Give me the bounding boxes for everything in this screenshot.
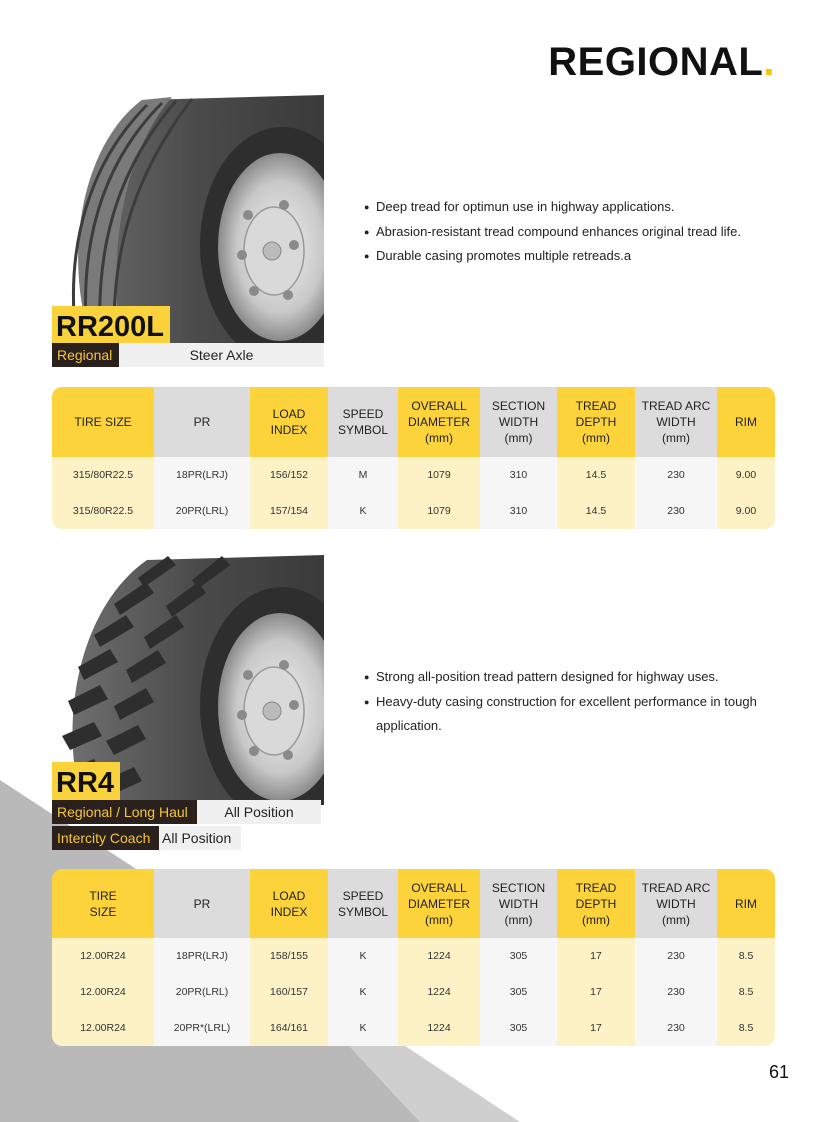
table-row — [52, 938, 775, 974]
tag-row — [52, 343, 324, 367]
table-cell: 305 — [480, 974, 557, 1010]
table-cell: 1224 — [398, 974, 480, 1010]
table-cell: 310 — [480, 493, 557, 529]
table-cell: 230 — [635, 493, 717, 529]
table-cell: 9.00 — [717, 493, 775, 529]
table-cell: 305 — [480, 1010, 557, 1046]
col-header: LOAD INDEX — [250, 387, 328, 457]
table-cell: 1224 — [398, 938, 480, 974]
feature-item: ● Durable casing promotes multiple retreads.a — [364, 244, 784, 269]
tag-position: All Position — [159, 826, 241, 850]
col-header: RIM — [717, 387, 775, 457]
feature-list — [364, 195, 784, 269]
col-header: OVERALL DIAMETER (mm) — [398, 869, 480, 938]
table-cell: 230 — [635, 974, 717, 1010]
col-header: LOAD INDEX — [250, 869, 328, 938]
col-header: RIM — [717, 869, 775, 938]
model-name: RR4 — [52, 762, 120, 802]
table-cell: K — [328, 493, 398, 529]
table-row — [52, 493, 775, 529]
tag-category: Regional — [52, 343, 119, 367]
col-header: SECTION WIDTH (mm) — [480, 869, 557, 938]
table-cell: 14.5 — [557, 493, 635, 529]
tag-category: Regional / Long Haul — [52, 800, 197, 824]
table-header-row — [52, 387, 775, 457]
table-cell: 310 — [480, 457, 557, 493]
table-header-row — [52, 869, 775, 938]
table-row — [52, 457, 775, 493]
table-cell: 17 — [557, 974, 635, 1010]
col-header: TIRE SIZE — [52, 387, 154, 457]
table-cell: 1079 — [398, 457, 480, 493]
table-cell: 12.00R24 — [52, 974, 154, 1010]
table-cell: M — [328, 457, 398, 493]
section-title-text: REGIONAL — [548, 40, 764, 84]
table-cell: 157/154 — [250, 493, 328, 529]
col-header: TIRE SIZE — [52, 869, 154, 938]
table-cell: 17 — [557, 1010, 635, 1046]
table-cell: 12.00R24 — [52, 1010, 154, 1046]
feature-item: ● Strong all-position tread pattern designed for highway uses. — [364, 665, 784, 690]
tag-category: Intercity Coach — [52, 826, 159, 850]
table-cell: 18PR(LRJ) — [154, 938, 250, 974]
title-dot: . — [763, 40, 775, 84]
table-cell: 8.5 — [717, 974, 775, 1010]
table-cell: K — [328, 1010, 398, 1046]
table-cell: 156/152 — [250, 457, 328, 493]
col-header: SPEED SYMBOL — [328, 869, 398, 938]
tag-position: Steer Axle — [119, 343, 324, 367]
table-row — [52, 974, 775, 1010]
tag-row — [52, 826, 241, 850]
table-cell: 158/155 — [250, 938, 328, 974]
table-cell: 164/161 — [250, 1010, 328, 1046]
spec-table-rr200l — [52, 387, 775, 529]
table-row — [52, 1010, 775, 1046]
section-title — [548, 40, 775, 85]
table-cell: 160/157 — [250, 974, 328, 1010]
table-cell: 230 — [635, 1010, 717, 1046]
feature-list — [364, 665, 784, 739]
col-header: SECTION WIDTH (mm) — [480, 387, 557, 457]
tag-position: All Position — [197, 800, 321, 824]
col-header: TREAD ARC WIDTH (mm) — [635, 387, 717, 457]
feature-item: ● Abrasion-resistant tread compound enhances original tread life. — [364, 220, 784, 245]
table-cell: 12.00R24 — [52, 938, 154, 974]
table-cell: 230 — [635, 457, 717, 493]
table-cell: K — [328, 938, 398, 974]
table-cell: 315/80R22.5 — [52, 493, 154, 529]
table-cell: 1224 — [398, 1010, 480, 1046]
table-cell: 8.5 — [717, 1010, 775, 1046]
feature-item: ● Deep tread for optimun use in highway applications. — [364, 195, 784, 220]
col-header: TREAD DEPTH (mm) — [557, 387, 635, 457]
table-cell: 17 — [557, 938, 635, 974]
table-cell: 20PR*(LRL) — [154, 1010, 250, 1046]
col-header: OVERALL DIAMETER (mm) — [398, 387, 480, 457]
table-cell: 9.00 — [717, 457, 775, 493]
table-cell: 1079 — [398, 493, 480, 529]
table-cell: 8.5 — [717, 938, 775, 974]
col-header: PR — [154, 869, 250, 938]
table-cell: 14.5 — [557, 457, 635, 493]
col-header: SPEED SYMBOL — [328, 387, 398, 457]
col-header: TREAD ARC WIDTH (mm) — [635, 869, 717, 938]
model-name: RR200L — [52, 306, 170, 346]
table-cell: K — [328, 974, 398, 1010]
table-cell: 20PR(LRL) — [154, 493, 250, 529]
col-header: TREAD DEPTH (mm) — [557, 869, 635, 938]
col-header: PR — [154, 387, 250, 457]
tag-row — [52, 800, 321, 824]
table-cell: 305 — [480, 938, 557, 974]
table-cell: 20PR(LRL) — [154, 974, 250, 1010]
feature-item: ● Heavy-duty casing construction for excellent performance in tough application. — [364, 690, 784, 739]
table-cell: 315/80R22.5 — [52, 457, 154, 493]
spec-table-rr4 — [52, 869, 775, 1046]
page-number: 61 — [768, 1062, 789, 1082]
table-cell: 18PR(LRJ) — [154, 457, 250, 493]
table-cell: 230 — [635, 938, 717, 974]
